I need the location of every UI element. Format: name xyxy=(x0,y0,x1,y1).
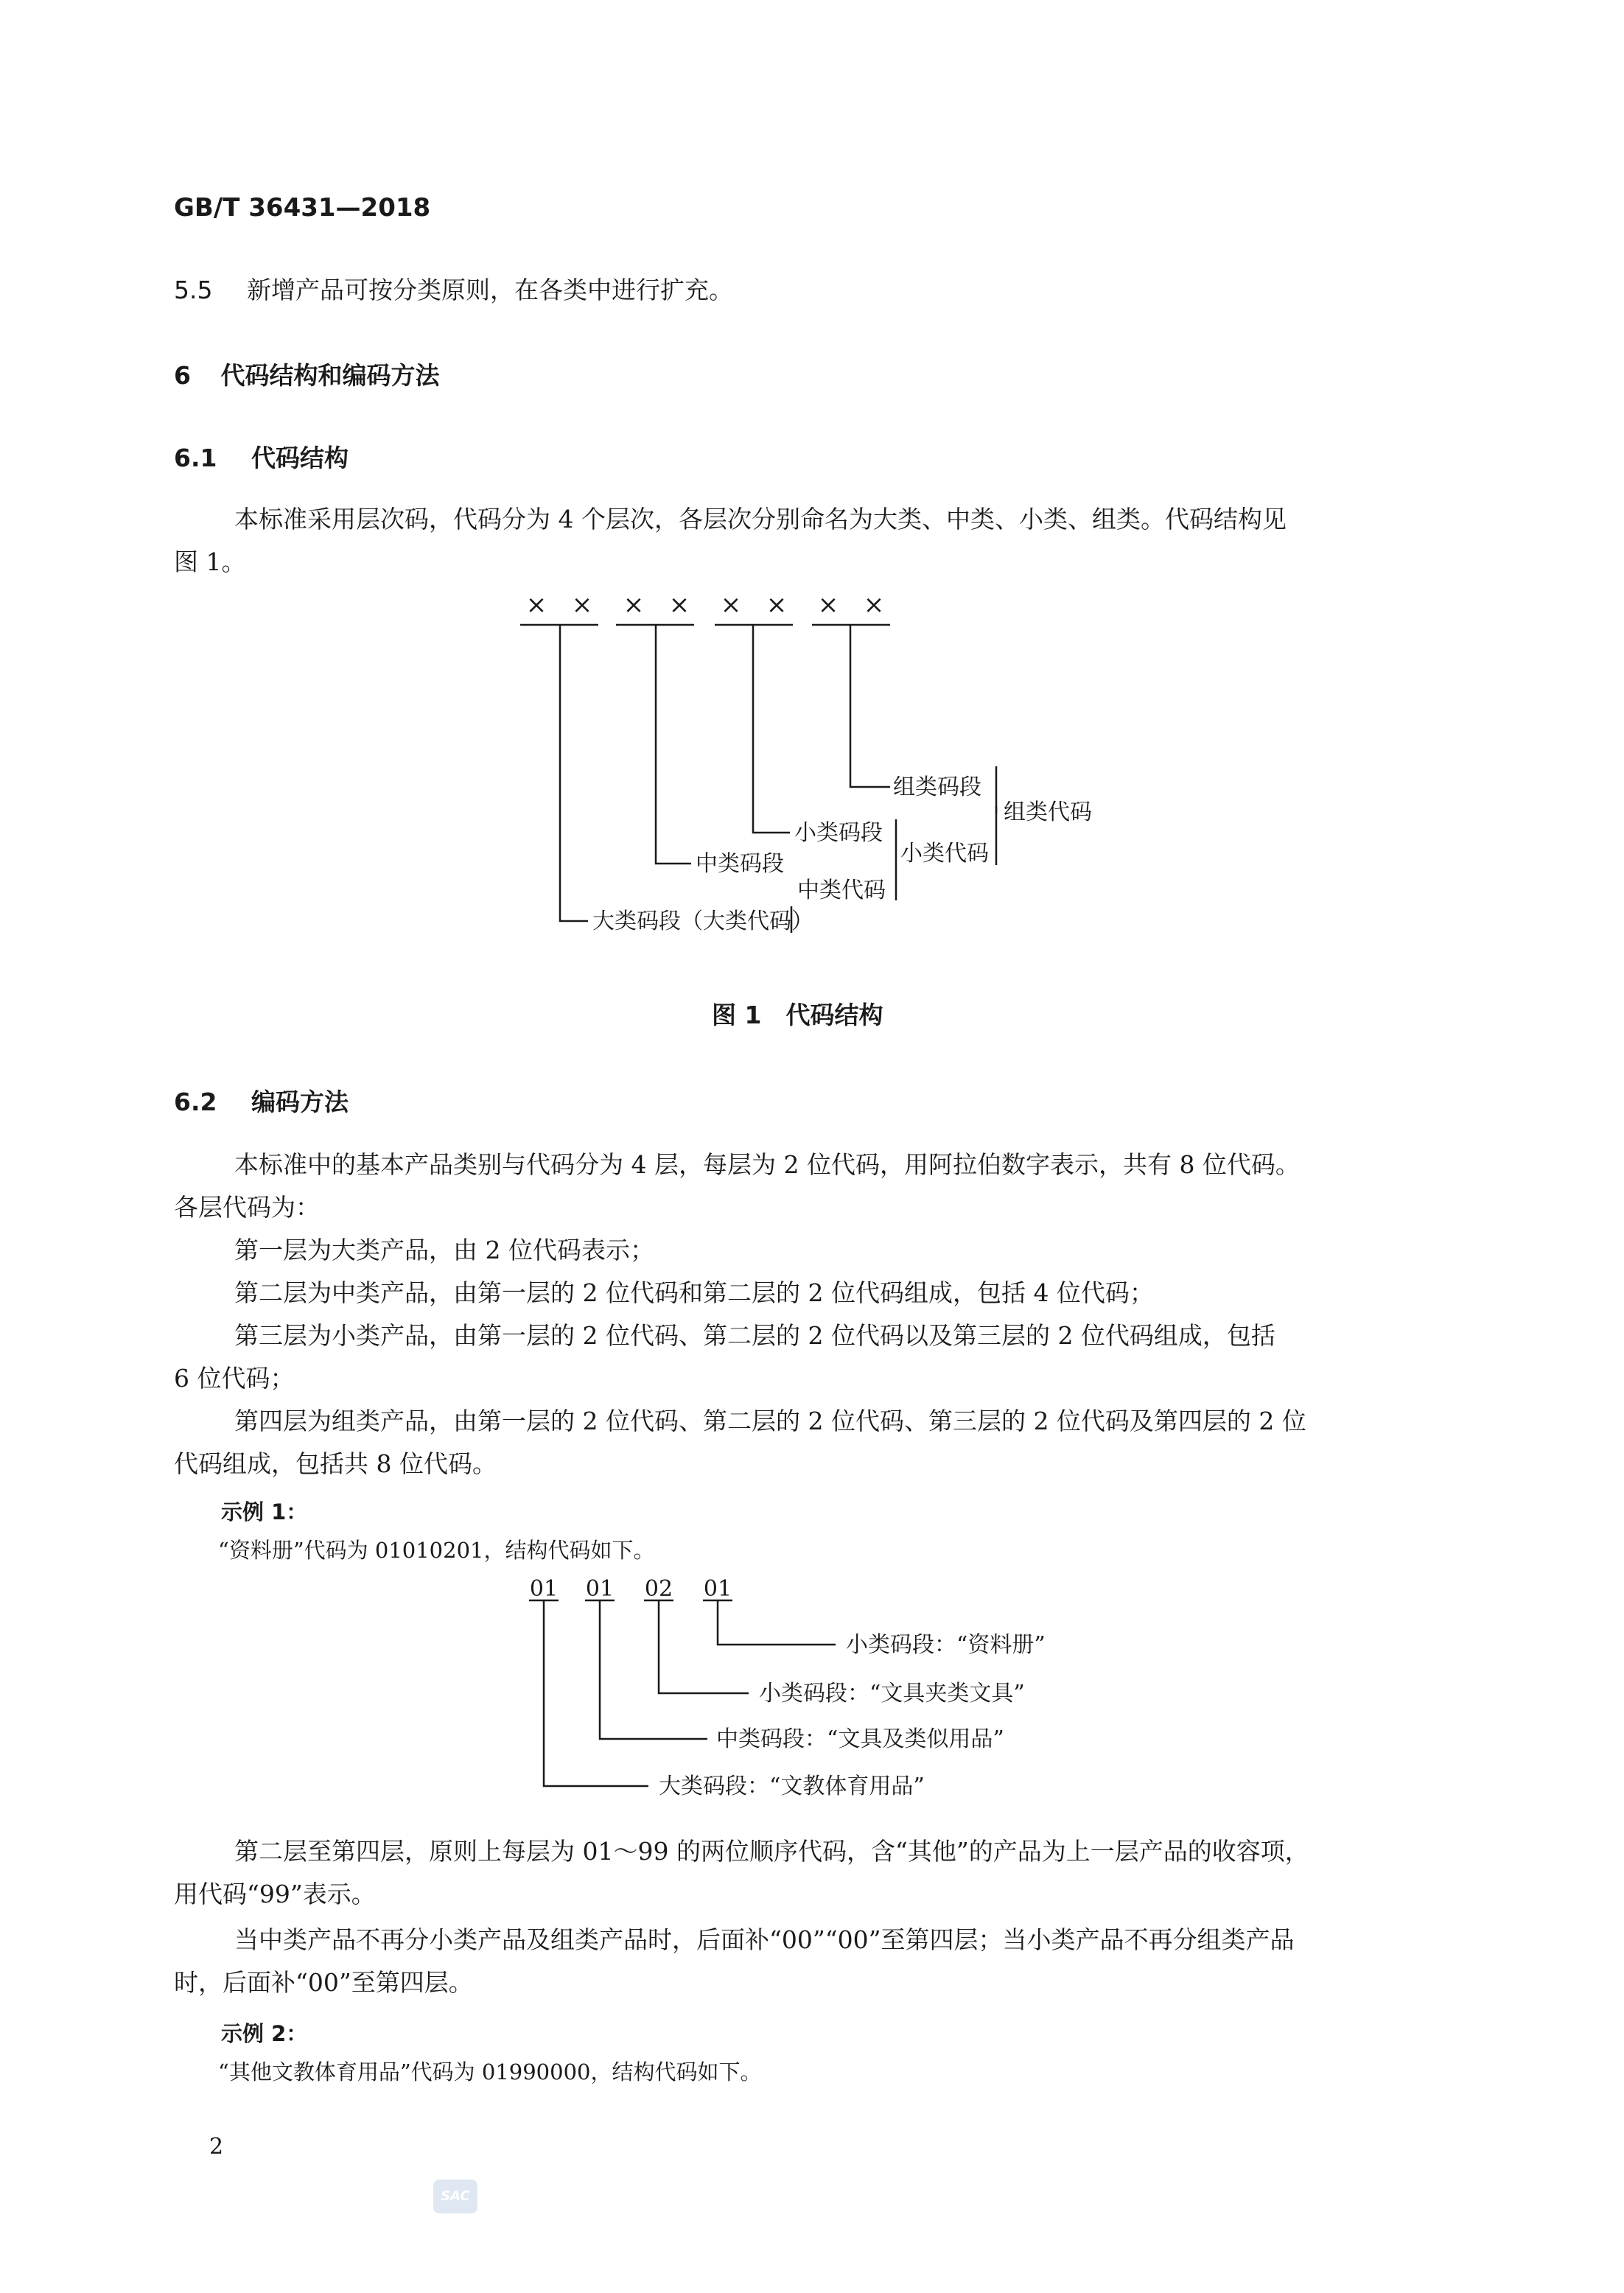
clause-5-5-number: 5.5 xyxy=(174,276,213,304)
para-99-line2: 用代码“99”表示。 xyxy=(174,1880,376,1908)
example-label-2: 小类码段：“文具夹类文具” xyxy=(759,1681,1025,1706)
code-symbol: × xyxy=(720,590,742,620)
minor-code-label: 小类代码 xyxy=(900,841,989,867)
example-2-label: 示例 2： xyxy=(221,2021,308,2046)
example-1-label: 示例 1： xyxy=(221,1499,308,1524)
layer3-line1: 第三层为小类产品，由第一层的 2 位代码、第二层的 2 位代码以及第三层的 2 位代码组成，包括 xyxy=(234,1321,1275,1350)
para-00-line1: 当中类产品不再分小类产品及组类产品时，后面补“00”“00”至第四层；当小类产品不再分组类产品 xyxy=(234,1925,1295,1954)
section-6-1-number: 6.1 xyxy=(174,444,217,472)
clause-5-5-text: 新增产品可按分类原则，在各类中进行扩充。 xyxy=(246,276,733,304)
para-00-line2: 时，后面补“00”至第四层。 xyxy=(174,1968,473,1997)
group-segment-label: 组类码段 xyxy=(893,774,981,800)
layer4-line2: 代码组成，包括共 8 位代码。 xyxy=(174,1449,497,1478)
minor-segment-label: 小类码段 xyxy=(794,820,883,846)
page-number: 2 xyxy=(209,2134,224,2160)
para-99-line1: 第二层至第四层，原则上每层为 01～99 的两位顺序代码，含“其他”的产品为上一层产品的收容项， xyxy=(234,1837,1309,1866)
code-symbol: × xyxy=(623,590,645,620)
example-minor-leader-1 xyxy=(718,1600,836,1645)
example-code: 01 xyxy=(703,1576,732,1602)
section-6-2-title: 编码方法 xyxy=(251,1088,349,1116)
example-label-1: 小类码段：“资料册” xyxy=(846,1632,1046,1658)
group-code-label: 组类代码 xyxy=(1004,799,1092,825)
code-symbol: × xyxy=(668,590,690,620)
example-code: 02 xyxy=(644,1576,673,1602)
layer3-line2: 6 位代码； xyxy=(174,1364,295,1393)
major-segment-label: 大类码段（大类代码） xyxy=(592,909,813,934)
example-1-text: “资料册”代码为 01010201，结构代码如下。 xyxy=(218,1538,655,1563)
example-code: 01 xyxy=(529,1576,559,1602)
example-label-3: 中类码段：“文具及类似用品” xyxy=(716,1726,1004,1752)
section-6-2-para1-line2: 各层代码为： xyxy=(174,1193,320,1222)
example-2-text: “其他文教体育用品”代码为 01990000，结构代码如下。 xyxy=(218,2059,762,2084)
figure-1-caption: 图 1 代码结构 xyxy=(712,1001,883,1029)
layer2-text: 第二层为中类产品，由第一层的 2 位代码和第二层的 2 位代码组成，包括 4 位代码； xyxy=(234,1278,1154,1307)
section-6-2-number: 6.2 xyxy=(174,1088,217,1116)
example-minor-leader-2 xyxy=(659,1600,749,1693)
section-6-1-title: 代码结构 xyxy=(251,444,349,472)
example-major-leader xyxy=(544,1600,648,1786)
code-symbol: × xyxy=(571,590,593,620)
example-code: 01 xyxy=(585,1576,615,1602)
code-symbol: × xyxy=(817,590,839,620)
section-6-1-para-line2: 图 1。 xyxy=(174,547,246,576)
code-symbol: × xyxy=(863,590,885,620)
layer1-text: 第一层为大类产品，由 2 位代码表示； xyxy=(234,1236,654,1264)
sac-logo xyxy=(433,2180,477,2213)
layer4-line1: 第四层为组类产品，由第一层的 2 位代码、第二层的 2 位代码、第三层的 2 位代码及第四层的 2 位 xyxy=(234,1407,1306,1435)
middle-segment-label: 中类码段 xyxy=(696,851,784,877)
code-symbol: × xyxy=(525,590,547,620)
example-label-4: 大类码段：“文教体育用品” xyxy=(659,1774,925,1799)
section-6-title: 代码结构和编码方法 xyxy=(220,361,440,390)
section-6-1-para-line1: 本标准采用层次码，代码分为 4 个层次，各层次分别命名为大类、中类、小类、组类。代码结构见 xyxy=(234,505,1287,533)
section-6-2-para1-line1: 本标准中的基本产品类别与代码分为 4 层，每层为 2 位代码，用阿拉伯数字表示，共有 8 位代码。 xyxy=(234,1150,1300,1179)
middle-code-label: 中类代码 xyxy=(797,878,886,903)
example-middle-leader xyxy=(600,1600,707,1739)
sac-logo-text: SAC xyxy=(441,2188,470,2204)
section-6-number: 6 xyxy=(174,361,191,390)
standard-code-header: GB/T 36431—2018 xyxy=(174,193,431,223)
code-symbol: × xyxy=(766,590,788,620)
